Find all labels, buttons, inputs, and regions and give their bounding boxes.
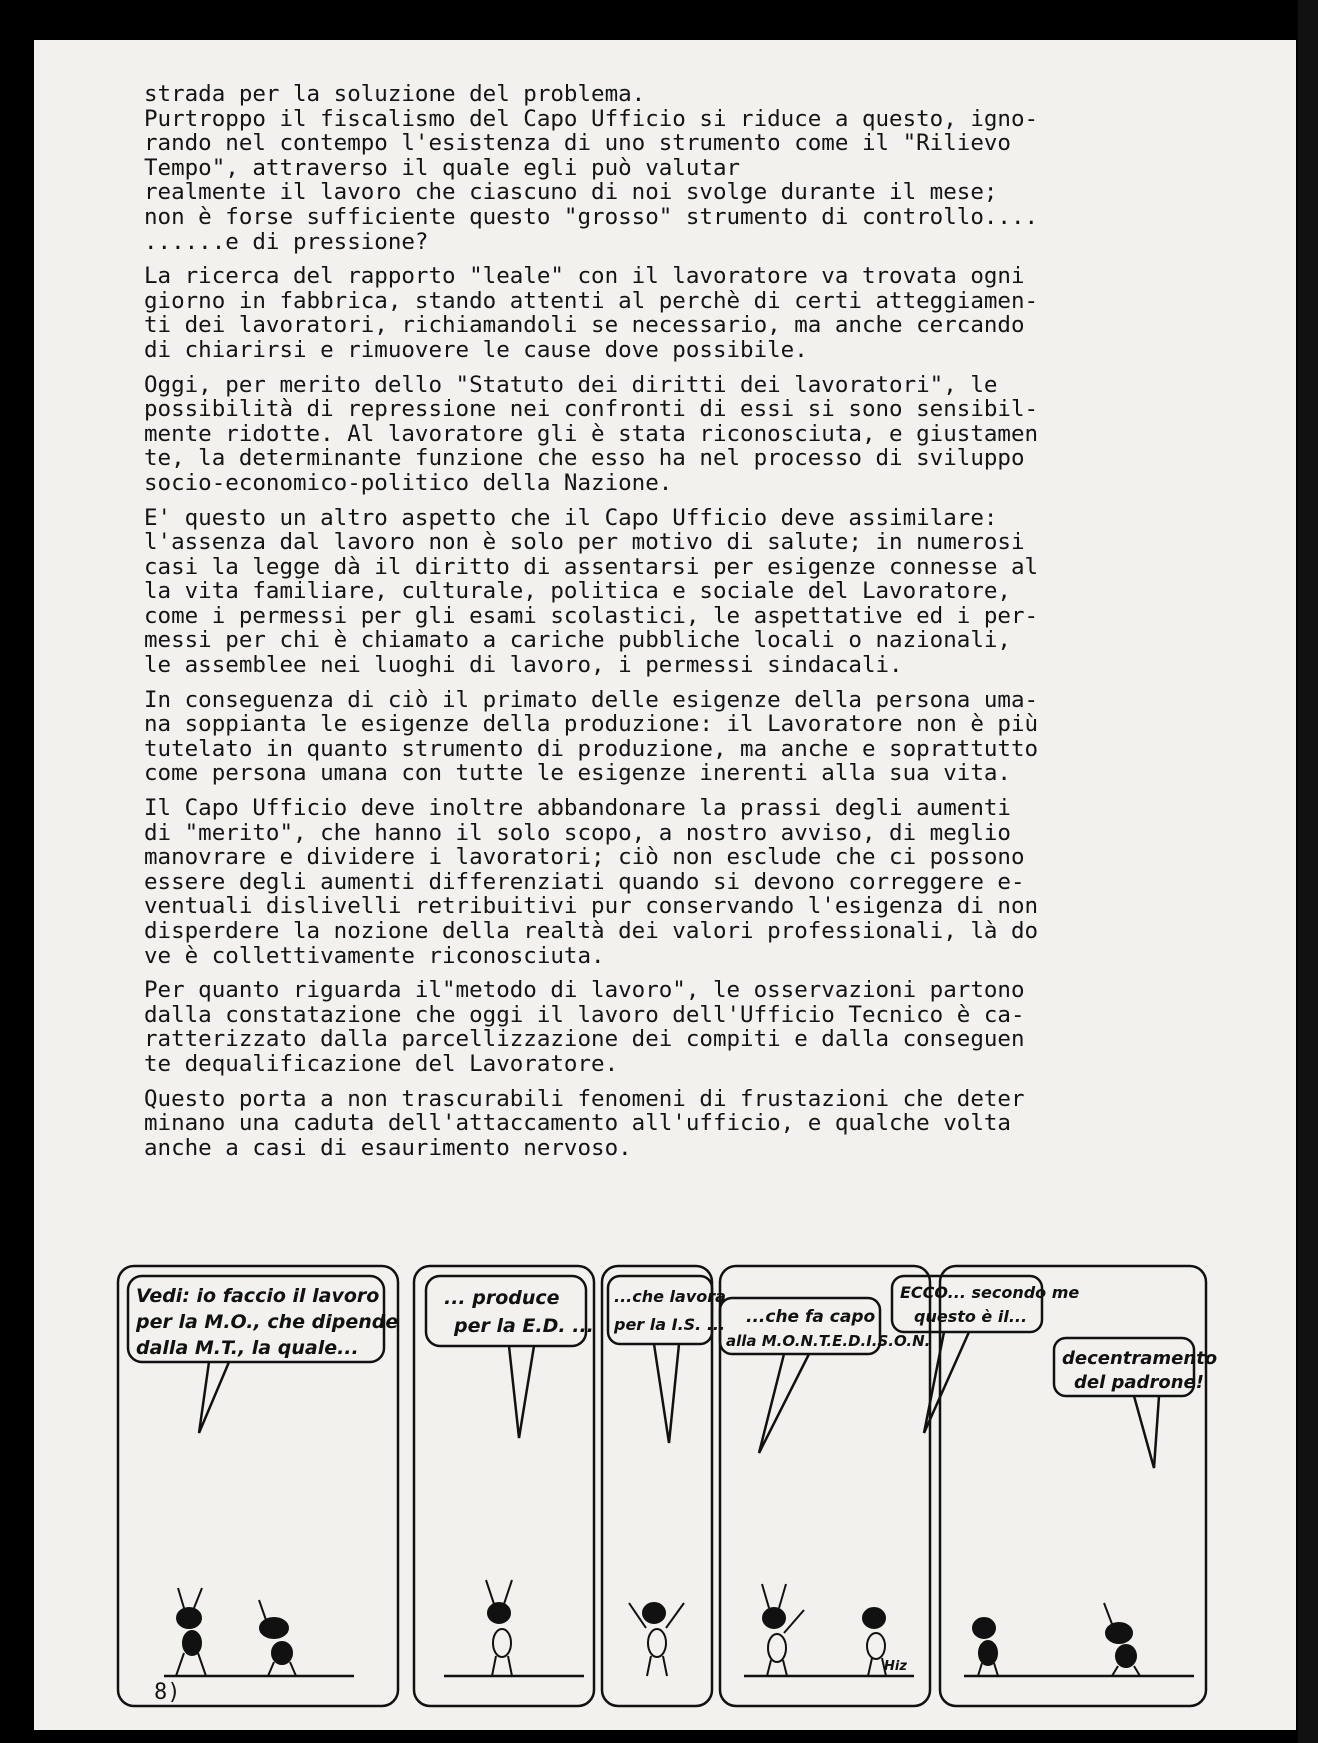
paragraph-4: E' questo un altro aspetto che il Capo Ufficio deve assimilare: l'assenza dal lavoro non è solo per motivo di salute; in numerosi casi la legge dà il diritto di assentarsi per esigenze connesse al la vita familiare, culturale, politica e sociale del Lavoratore, come i permessi per gli esami scolastici, le aspettative ed i per- messi per chi è chiamato a cariche pubbliche locali o nazionali, le assemblee nei luoghi di lavoro, i permessi sindacali.: [144, 504, 1039, 679]
bubble-3-line-2: per la I.S. ...: [614, 1315, 726, 1334]
paragraph-1: strada per la soluzione del problema. Purtroppo il fiscalismo del Capo Ufficio si riduce a questo, igno- rando nel contempo l'esistenza di uno strumento come il "Rilievo Tempo", attraverso il quale egli può valutar realmente il lavoro che ciascuno di noi svolge durante il mese; non è forse sufficiente questo "grosso" strumento di controllo.... ......e di pressione?: [144, 81, 1039, 255]
bubble-2-line-1: ... produce: [444, 1287, 560, 1309]
bubble-5-line-1: ECCO... secondo me: [900, 1283, 1080, 1302]
bubble-4-line-1: ...che fa capo: [746, 1307, 876, 1327]
page-number: 8): [154, 1680, 181, 1705]
paragraph-7: Per quanto riguarda il"metodo di lavoro", le osservazioni partono dalla constatazione che oggi il lavoro dell'Ufficio Tecnico è ca- ratterizzato dalla parcellizzazione dei compiti e dalla conseguen te dequalificazione del Lavoratore.: [144, 977, 1025, 1077]
document-page: [34, 40, 1296, 1730]
scan-edge: [1298, 0, 1318, 1743]
paragraph-6: Il Capo Ufficio deve inoltre abbandonare la prassi degli aumenti di "merito", che hanno il solo scopo, a nostro avviso, di meglio manovrare e dividere i lavoratori; ciò non esclude che ci possono essere degli aumenti differenziati quando si devono correggere e- ventuali dislivelli retribuitivi pur conservando l'esigenza di non disperdere la nozione della realtà dei valori professionali, là do ve è collettivamente riconosciuta.: [144, 795, 1039, 969]
bubble-1-line-3: dalla M.T., la quale...: [136, 1337, 359, 1359]
bubble-3-line-1: ...che lavora: [614, 1287, 726, 1306]
paragraph-2: La ricerca del rapporto "leale" con il lavoratore va trovata ogni giorno in fabbrica, stando attenti al perchè di certi atteggiamen- ti dei lavoratori, richiamandoli se necessario, ma anche cercando di chiarirsi e rimuovere le cause dove possibile.: [144, 263, 1039, 363]
bubble-4-line-2: alla M.O.N.T.E.D.I.S.O.N.: [726, 1332, 931, 1350]
bubble-1-line-2: per la M.O., che dipende: [136, 1311, 399, 1333]
bubble-6-line-1: decentramento: [1062, 1348, 1218, 1369]
paragraph-5: In conseguenza di ciò il primato delle esigenze della persona uma- na soppianta le esigenze della produzione: il Lavoratore non è più tutelato in quanto strumento di produzione, ma anche e soprattutto come persona umana con tutte le esigenze inerenti alla sua vita.: [144, 686, 1039, 787]
bubble-6-line-2: del padrone!: [1074, 1372, 1204, 1393]
bubble-5-line-2: questo è il...: [914, 1307, 1028, 1326]
paragraph-8: Questo porta a non trascurabili fenomeni di frustazioni che deter minano una caduta dell'attaccamento all'ufficio, e qualche volta anche a casi di esaurimento nervoso.: [144, 1085, 1025, 1161]
artist-signature: Hiz: [884, 1659, 907, 1674]
article-body: [144, 82, 1204, 1170]
comic-strip: [114, 1258, 1234, 1718]
ant-figures: [176, 1580, 1140, 1676]
paragraph-3: Oggi, per merito dello "Statuto dei diritti dei lavoratori", le possibilità di repressione nei confronti di essi si sono sensibil- mente ridotte. Al lavoratore gli è stata riconosciuta, e giustamen te, la determinante funzione che esso ha nel processo di sviluppo socio-economico-politico della Nazione.: [144, 371, 1039, 496]
bubble-1-line-1: Vedi: io faccio il lavoro: [136, 1285, 380, 1307]
bubble-2-line-2: per la E.D. ...: [454, 1315, 594, 1337]
